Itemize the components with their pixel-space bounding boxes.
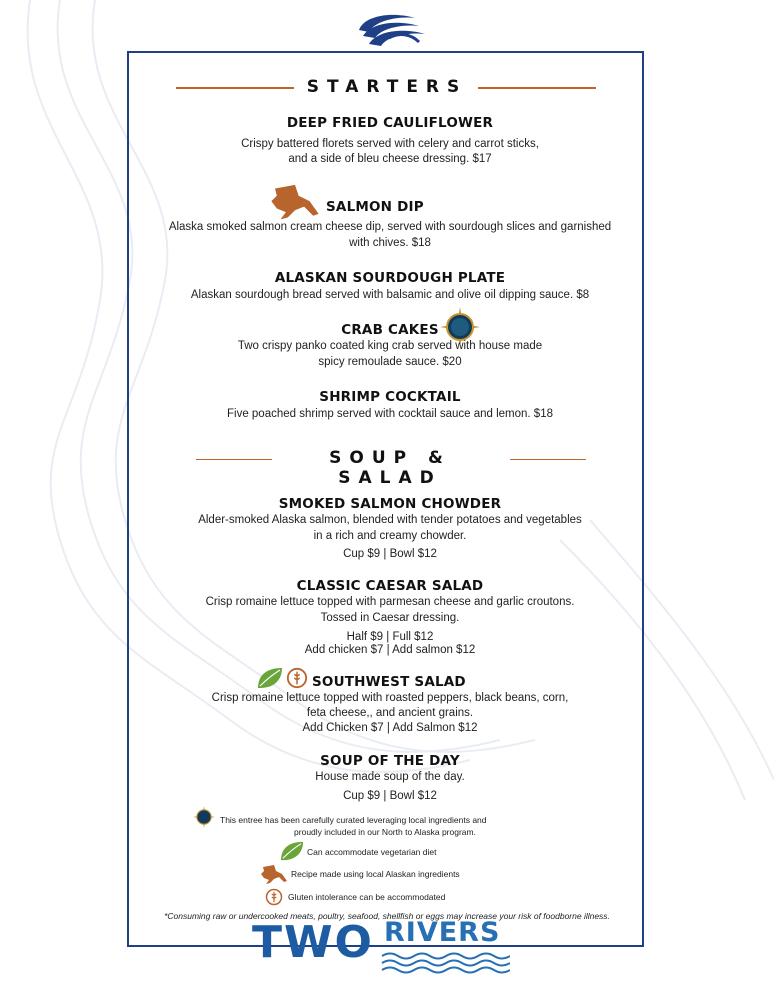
item-name: CLASSIC CAESAR SALAD xyxy=(296,578,484,594)
alaska-map-icon xyxy=(259,864,289,886)
item-name: SALMON DIP xyxy=(326,199,424,215)
item-price: Add chicken $7 | Add salmon $12 xyxy=(304,644,476,656)
item-desc: Two crispy panko coated king crab served with house made xyxy=(237,340,543,352)
brand-two: TWO xyxy=(252,917,374,968)
item-desc: Tossed in Caesar dressing. xyxy=(320,612,460,624)
princess-logo xyxy=(355,12,429,48)
item-desc: Alaskan sourdough bread served with balsamic and olive oil dipping sauce. $8 xyxy=(190,289,590,301)
item-desc: Alder-smoked Alaska salmon, blended with tender potatoes and vegetables xyxy=(198,514,582,526)
soup-title: SOUP & SALAD xyxy=(329,448,451,488)
item-price: Add Chicken $7 | Add Salmon $12 xyxy=(302,722,478,734)
brand-waves xyxy=(380,950,510,976)
item-desc: feta cheese,, and ancient grains. xyxy=(306,707,474,719)
item-desc: in a rich and creamy chowder. xyxy=(313,530,467,542)
soup-rule-left xyxy=(196,459,272,460)
legend-local: Recipe made using local Alaskan ingredients xyxy=(291,869,460,879)
item-price: Cup $9 | Bowl $12 xyxy=(343,790,437,802)
item-desc: Crisp romaine lettuce topped with roasted peppers, black beans, corn, xyxy=(211,692,569,704)
item-name: SOUP OF THE DAY xyxy=(320,753,460,769)
item-desc: Five poached shrimp served with cocktail sauce and lemon. $18 xyxy=(226,408,553,420)
legend-vegetarian: Can accommodate vegetarian diet xyxy=(307,847,437,857)
legend-gluten: Gluten intolerance can be accommodated xyxy=(288,892,446,902)
gluten-free-icon xyxy=(286,667,308,689)
item-name: SOUTHWEST SALAD xyxy=(312,674,466,690)
starters-title: STARTERS xyxy=(306,77,468,97)
starters-rule-right xyxy=(478,87,596,89)
leaf-icon xyxy=(256,666,284,690)
item-desc: and a side of bleu cheese dressing. $17 xyxy=(288,153,492,165)
item-price: Half $9 | Full $12 xyxy=(346,631,434,643)
item-name: CRAB CAKES xyxy=(341,322,439,338)
item-desc: Alaska smoked salmon cream cheese dip, served with sourdough slices and garnished xyxy=(168,221,612,233)
item-name: DEEP FRIED CAULIFLOWER xyxy=(286,115,494,131)
item-name: SMOKED SALMON CHOWDER xyxy=(278,496,502,512)
item-desc: spicy remoulade sauce. $20 xyxy=(318,356,462,368)
brand-rule-right xyxy=(516,945,644,947)
disclaimer: *Consuming raw or undercooked meats, poultry, seafood, shellfish or eggs may increase your risk of foodborne illness. xyxy=(164,911,610,921)
alaska-map-icon xyxy=(266,183,324,223)
item-price: Cup $9 | Bowl $12 xyxy=(343,548,437,560)
brand-rule-left xyxy=(127,945,245,947)
item-name: SHRIMP COCKTAIL xyxy=(319,389,461,405)
gluten-free-icon xyxy=(265,888,283,906)
legend-north-to-alaska: This entree has been carefully curated leveraging local ingredients and xyxy=(220,815,487,825)
legend-north-to-alaska-2: proudly included in our North to Alaska program. xyxy=(294,827,476,837)
starters-rule-left xyxy=(176,87,294,89)
item-desc: Crisp romaine lettuce topped with parmesan cheese and garlic croutons. xyxy=(205,596,575,608)
leaf-icon xyxy=(279,840,305,862)
north-to-alaska-icon xyxy=(193,806,215,828)
brand-rivers: RIVERS xyxy=(384,917,501,948)
soup-rule-right xyxy=(510,459,586,460)
item-name: ALASKAN SOURDOUGH PLATE xyxy=(274,270,506,286)
item-desc: with chives. $18 xyxy=(349,237,431,249)
item-desc: Crispy battered florets served with celery and carrot sticks, xyxy=(241,138,539,150)
item-desc: House made soup of the day. xyxy=(315,771,465,783)
